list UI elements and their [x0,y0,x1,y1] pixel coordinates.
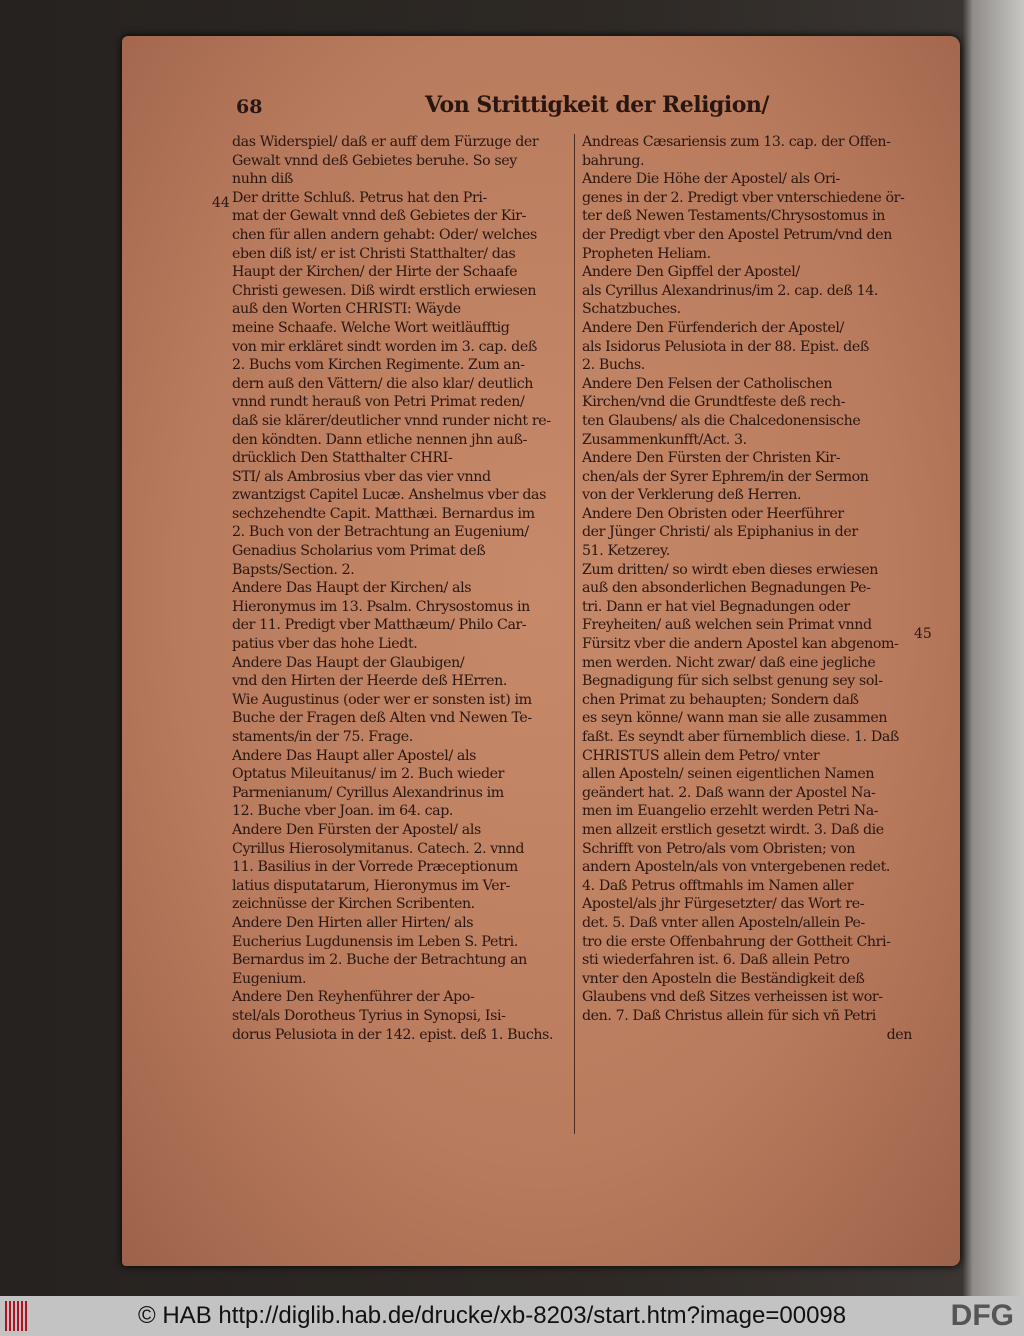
text-line: Andere Den Fürfenderich der Apostel/ [582,319,844,336]
text-line: als Cyrillus Alexandrinus/im 2. cap. deß 14. [582,282,878,299]
text-line: der Predigt vber den Apostel Petrum/vnd den [582,226,892,243]
footer-bar [0,1296,1024,1336]
text-line: Glaubens vnd deß Sitzes verheissen ist wor- [582,989,883,1006]
text-line: Andere Das Haupt der Glaubigen/ [232,654,465,671]
text-line: Wie Augustinus (oder wer er sonsten ist) im [232,691,532,708]
text-line: geändert hat. 2. Daß wann der Apostel Na- [582,784,876,801]
text-line: faßt. Es seyndt aber fürnemblich diese. 1. Daß [582,729,899,745]
text-line: Zusammenkunfft/Act. 3. [582,431,747,448]
dfg-logo: DFG [950,1299,1014,1332]
text-line: Andere Den Hirten aller Hirten/ als [232,914,474,931]
text-line: Cyrillus Hierosolymitanus. Catech. 2. vnnd [232,840,525,857]
text-line: Andere Das Haupt der Kirchen/ als [232,580,472,597]
text-line: den [886,1026,912,1043]
text-line: Andere Den Reyhenführer der Apo- [232,989,475,1006]
text-line: dorus Pelusiota in der 142. epist. deß 1. Buchs. [232,1026,554,1043]
text-line: auß den absonderlichen Begnadungen Pe- [582,580,871,597]
text-line: Eugenium. [232,970,307,987]
text-line: drücklich Den Statthalter CHRI- [232,450,453,467]
text-line: Propheten Heliam. [582,245,711,262]
text-line: Hieronymus im 13. Psalm. Chrysostomus in [232,598,530,615]
text-line: Andere Den Fürsten der Christen Kir- [582,450,841,467]
text-line: Andere Den Fürsten der Apostel/ als [232,821,481,838]
text-line: nuhn diß [232,171,293,188]
text-line: Freyheiten/ auß welchen sein Primat vnnd [582,617,872,634]
text-line: 2. Buchs. [582,357,645,374]
text-line: vnnd rundt herauß von Petri Primat reden/ [232,394,525,411]
text-line: det. 5. Daß vnter allen Aposteln/allein Pe- [582,914,865,931]
text-line: vnd den Hirten der Heerde deß HErren. [232,673,508,690]
text-line: den köndten. Dann etliche nennen jhn auß- [232,431,528,448]
hab-logo-icon [5,1301,27,1331]
text-line: 11. Basilius in der Vorrede Præceptionum [232,859,518,876]
text-line: zwantzigst Capitel Lucæ. Anshelmus vber das [232,487,546,504]
text-line: CHRISTUS allein dem Petro/ vnter [582,747,820,764]
text-line: tri. Dann er hat viel Begnadungen oder [582,598,850,615]
text-line: daß sie klärer/deutlicher vnnd runder nicht re- [232,412,551,429]
text-line: Genadius Scholarius vom Primat deß [232,543,486,560]
text-line: Christi gewesen. Diß wirdt erstlich erwiesen [232,282,537,299]
text-line: staments/in der 75. Frage. [232,729,413,745]
text-line: Schrifft von Petro/als vom Obristen; von [582,840,855,857]
text-line: 4. Daß Petrus offtmahls im Namen aller [582,877,854,894]
text-line: stel/als Dorotheus Tyrius in Synopsi, Isi- [232,1007,506,1024]
margin-number: 44 [212,195,230,211]
text-line: patius vber das hohe Liedt. [232,636,418,653]
text-line: Fürsitz vber die andern Apostel kan abgenom- [582,636,899,653]
text-line: Schatzbuches. [582,301,681,318]
text-line: mat der Gewalt vnnd deß Gebietes der Kir- [232,208,527,225]
text-line: als Isidorus Pelusiota in der 88. Epist. deß [582,338,869,355]
text-line: Andere Den Obristen oder Heerführer [582,505,844,522]
margin-number: 45 [914,626,932,642]
text-line: ter deß Newen Testaments/Chrysostomus in [582,208,885,225]
text-line: latius disputatarum, Hieronymus im Ver- [232,877,510,894]
text-line: Zum dritten/ so wirdt eben dieses erwiesen [582,561,878,578]
text-line: von mir erkläret sindt worden im 3. cap. deß [232,338,537,355]
text-line: 12. Buche vber Joan. im 64. cap. [232,803,454,820]
text-line: Bernardus im 2. Buche der Betrachtung an [232,952,527,969]
text-line: Kirchen/vnd die Grundtfeste deß rech- [582,394,846,411]
text-line: Gewalt vnnd deß Gebietes beruhe. So sey [232,152,517,169]
text-line: tro die erste Offenbahrung der Gottheit Chri- [582,933,891,950]
text-line: Der dritte Schluß. Petrus hat den Pri- [232,189,487,206]
text-line: Andreas Cæsariensis zum 13. cap. der Offen- [582,134,891,150]
text-line: Andere Das Haupt aller Apostel/ als [232,747,477,764]
text-line: Eucherius Lugdunensis im Leben S. Petri. [232,933,518,950]
text-line: Andere Die Höhe der Apostel/ als Ori- [582,171,840,188]
text-line: 51. Ketzerey. [582,543,670,560]
text-line: sti wiederfahren ist. 6. Daß allein Petro [582,952,850,969]
text-line: von der Verklerung deß Herren. [582,487,802,504]
text-line: andern Aposteln/als von vntergebenen redet. [582,859,891,876]
text-line: men werden. Nicht zwar/ daß eine jegliche [582,654,876,671]
text-line: den. 7. Daß Christus allein für sich vñ Petri [582,1007,876,1024]
text-line: sechzehendte Capit. Matthæi. Bernardus im [232,505,535,522]
text-line: men allzeit erstlich gesetzt wirdt. 3. Daß die [582,821,884,838]
text-line: dern auß den Vättern/ die also klar/ deutlich [232,375,534,392]
text-line: der Jünger Christi/ als Epiphanius in der [582,524,858,541]
column-divider [574,134,575,1134]
text-line: chen für allen andern gehabt: Oder/ welches [232,226,537,243]
text-line: Begnadigung für sich selbst genung sey sol- [582,673,883,690]
footer-url[interactable]: © HAB http://diglib.hab.de/drucke/xb-8203/start.htm?image=00098 [138,1302,847,1329]
text-line: vnter den Aposteln die Beständigkeit deß [582,970,865,987]
text-line: auß den Worten CHRISTI: Wäyde [232,301,461,318]
text-line: Parmenianum/ Cyrillus Alexandrinus im [232,784,504,801]
text-line: ten Glaubens/ als die Chalcedonensische [582,412,861,429]
running-title: Von Strittigkeit der Religion/ [425,92,769,118]
text-line: Optatus Mileuitanus/ im 2. Buch wieder [232,766,505,783]
text-line: es seyn könne/ wann man sie alle zusammen [582,710,888,727]
text-line: 2. Buch von der Betrachtung an Eugenium/ [232,524,529,541]
text-line: Andere Den Felsen der Catholischen [582,375,833,392]
text-line: Haupt der Kirchen/ der Hirte der Schaafe [232,264,518,281]
text-line: Bapsts/Section. 2. [232,561,355,578]
text-line: zeichnüsse der Kirchen Scribenten. [232,896,475,913]
text-line: chen/als der Syrer Ephrem/in der Sermon [582,468,869,485]
text-line: 2. Buchs vom Kirchen Regimente. Zum an- [232,357,525,374]
right-column [582,133,912,1044]
text-line: das Widerspiel/ daß er auff dem Fürzuge der [232,134,539,150]
page-number: 68 [236,96,263,118]
text-line: Apostel/als jhr Fürgesetzter/ das Wort re- [582,896,865,913]
text-line: der 11. Predigt vber Matthæum/ Philo Car- [232,617,527,634]
text-line: chen Primat zu behaupten; Sondern daß [582,691,859,708]
text-line: men im Euangelio erzehlt werden Petri Na- [582,803,879,820]
left-column [232,133,570,1044]
text-line: Andere Den Gipffel der Apostel/ [582,264,800,281]
text-line: genes in der 2. Predigt vber vnterschiedene ör- [582,189,905,206]
text-line: allen Aposteln/ seinen eigentlichen Namen [582,766,875,783]
text-line: eben diß ist/ er ist Christi Statthalter/ das [232,245,516,262]
text-line: STI/ als Ambrosius vber das vier vnnd [232,468,491,485]
text-line: bahrung. [582,152,645,169]
text-line: Buche der Fragen deß Alten vnd Newen Te- [232,710,532,727]
text-line: meine Schaafe. Welche Wort weitläufftig [232,319,510,336]
